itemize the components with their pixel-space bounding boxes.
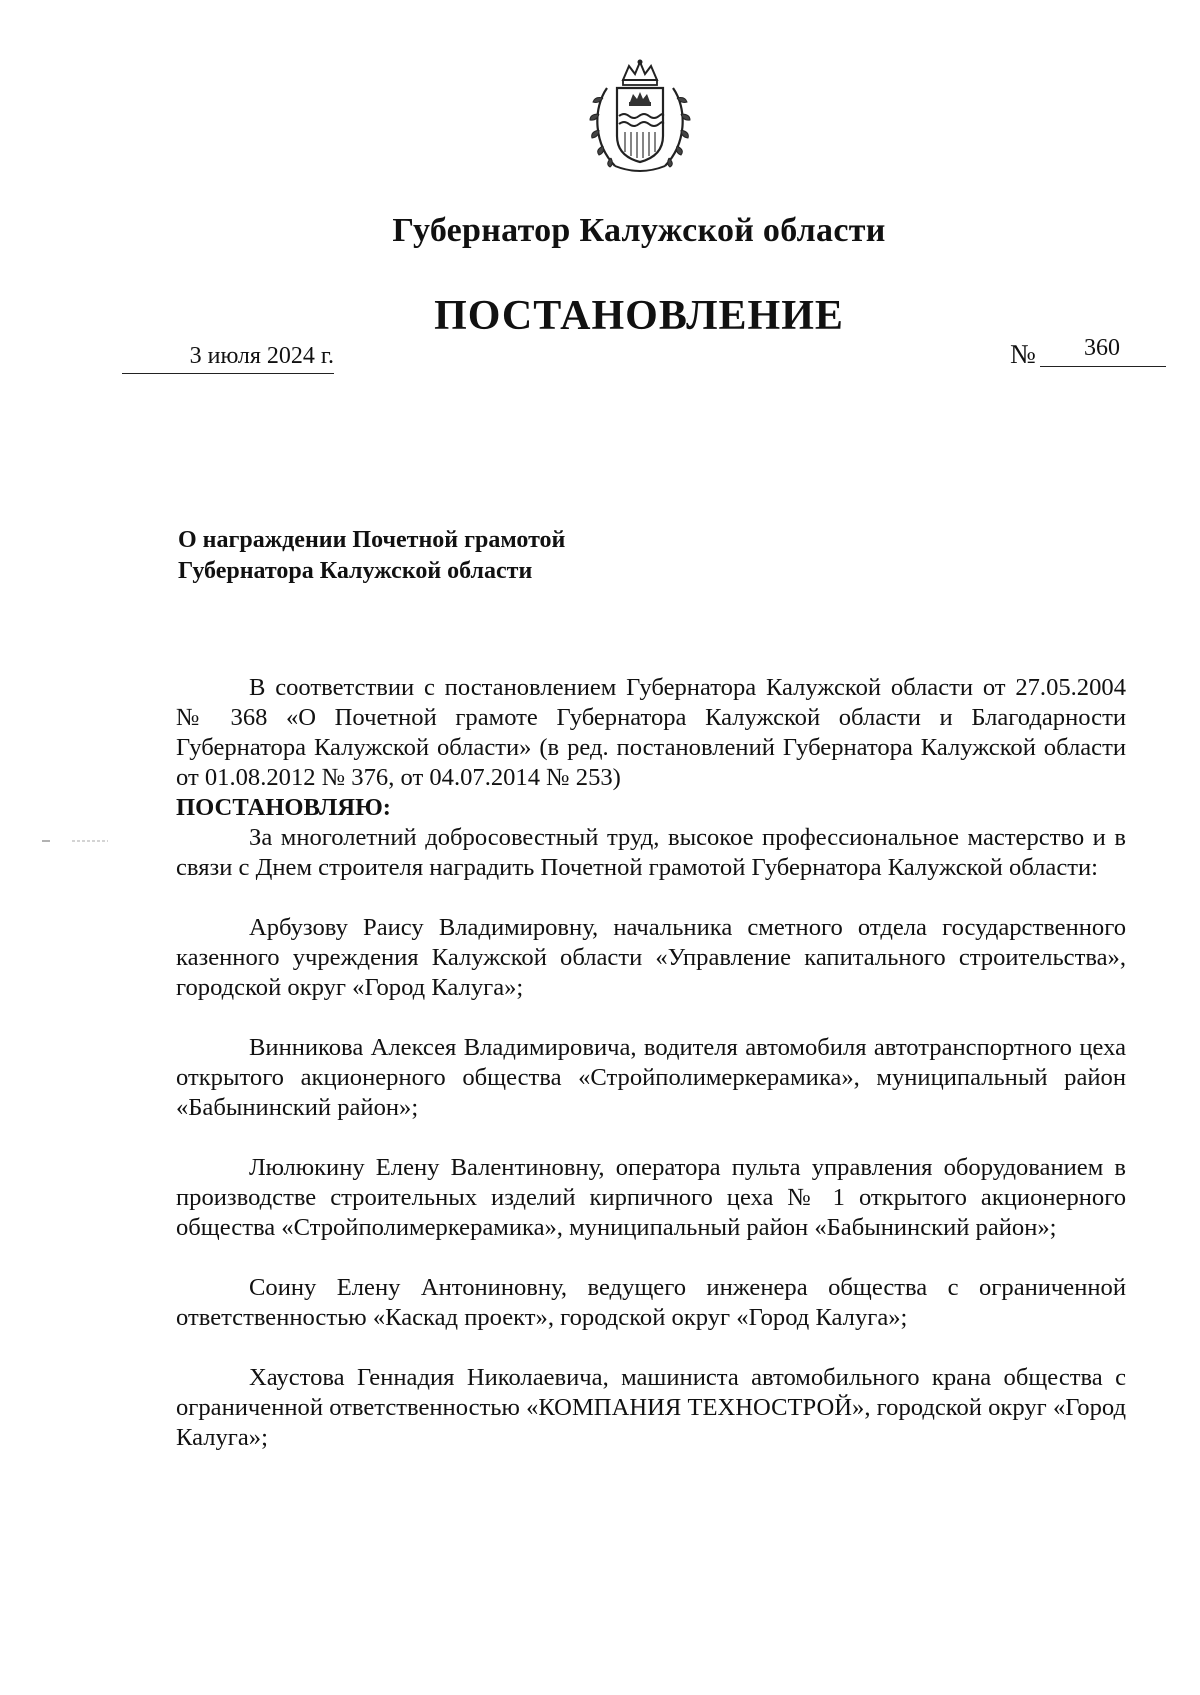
awardee-paragraph: Арбузову Раису Владимировну, начальника сметного отдела государственного казенного учреждения Калужской области «Управление капитального строительства», городской округ «Город Калуга»;: [176, 914, 1126, 1001]
spacer: [176, 1003, 1126, 1033]
issuing-authority: Губернатор Калужской области: [392, 212, 886, 249]
preamble-paragraph: В соответствии с постановлением Губернатора Калужской области от 27.05.2004 № 368 «О Почетной грамоте Губернатора Калужской области и Благодарности Губернатора Калужской области» (в ред. постановлений Губернатора Калужской области от 01.08.2012 № 376, от 04.07.2014 № 253): [176, 674, 1126, 791]
subject-line-1: О награждении Почетной грамотой: [178, 527, 566, 553]
document-number: 360: [1040, 335, 1166, 367]
document-type-title: ПОСТАНОВЛЕНИЕ: [434, 293, 844, 339]
coat-of-arms-icon: [585, 58, 695, 176]
document-date: 3 июля 2024 г.: [122, 343, 334, 374]
subject-line-2: Губернатора Калужской области: [178, 558, 533, 584]
document-body: [176, 673, 1126, 1453]
number-sign: №: [1010, 339, 1036, 369]
spacer: [176, 1123, 1126, 1153]
spacer: [176, 1333, 1126, 1363]
document-subject: [178, 525, 565, 587]
awardee-paragraph: Хаустова Геннадия Николаевича, машиниста автомобильного крана общества с ограниченной ответственностью «КОМПАНИЯ ТЕХНОСТРОЙ», городской округ «Город Калуга»;: [176, 1364, 1126, 1451]
spacer: [176, 1243, 1126, 1273]
intro-paragraph: За многолетний добросовестный труд, высокое профессиональное мастерство и в связи с Днем строителя наградить Почетной грамотой Губернатора Калужской области:: [176, 824, 1126, 881]
resolve-heading: ПОСТАНОВЛЯЮ:: [176, 794, 391, 821]
awardee-paragraph: Соину Елену Антониновну, ведущего инженера общества с ограниченной ответственностью «Каскад проект», городской округ «Город Калуга»;: [176, 1274, 1126, 1331]
awardee-paragraph: Люлюкину Елену Валентиновну, оператора пульта управления оборудованием в производстве строительных изделий кирпичного цеха № 1 открытого акционерного общества «Стройполимеркерамика», муниципальный район «Бабынинский район»;: [176, 1154, 1126, 1241]
document-number-block: [1010, 335, 1166, 370]
awardee-paragraph: Винникова Алексея Владимировича, водителя автомобиля автотранспортного цеха открытого акционерного общества «Стройполимеркерамика», муниципальный район «Бабынинский район»;: [176, 1034, 1126, 1121]
scan-margin-mark: [42, 838, 112, 844]
spacer: [176, 883, 1126, 913]
